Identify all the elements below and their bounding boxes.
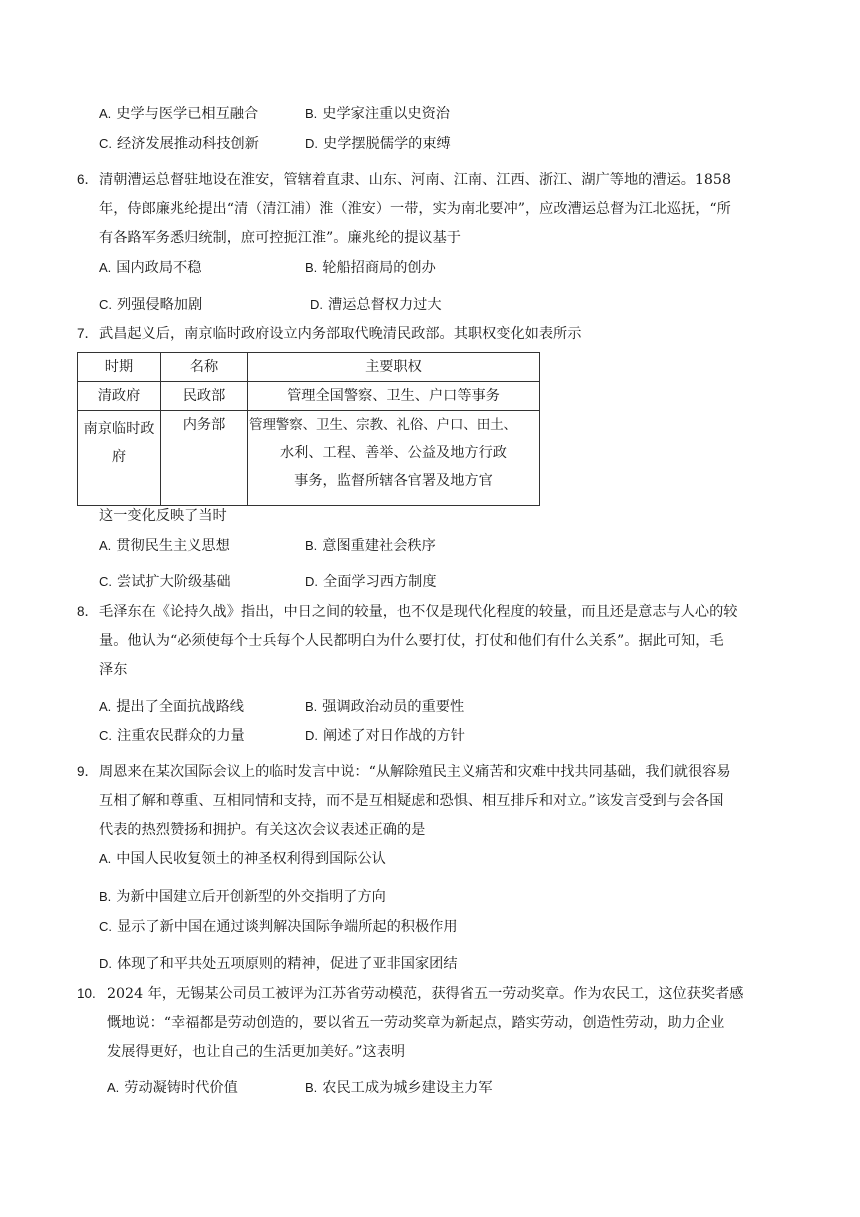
q8-option-d[interactable]: D. 阐述了对日作战的方针 bbox=[305, 728, 465, 744]
q8-option-c[interactable]: C. 注重农民群众的力量 bbox=[99, 728, 245, 744]
table-header-cell: 时期 bbox=[78, 353, 161, 382]
q9-stem-line-2: 互相了解和尊重、互相同情和支持，而不是互相疑虑和恐惧、相互排斥和对立。”该发言受到与会各国 bbox=[99, 793, 724, 809]
table-cell: 管理全国警察、卫生、户口等事务 bbox=[248, 382, 540, 411]
q5-option-d[interactable]: D. 史学摆脱儒学的束缚 bbox=[305, 136, 451, 152]
table-row bbox=[78, 411, 540, 506]
q8-stem-line-2: 量。他认为“必须使每个士兵每个人民都明白为什么要打仗，打仗和他们有什么关系”。据此可知，毛 bbox=[99, 633, 724, 649]
q9-stem-line-1: 周恩来在某次国际会议上的临时发言中说：“从解除殖民主义痛苦和灾难中找共同基础，我们就很容易 bbox=[99, 764, 731, 780]
q7-option-b[interactable]: B. 意图重建社会秩序 bbox=[305, 538, 436, 554]
table-header-row bbox=[78, 353, 540, 382]
q8-stem-line-3: 泽东 bbox=[99, 662, 128, 678]
q8-number: 8． bbox=[77, 604, 99, 619]
q10-option-b[interactable]: B. 农民工成为城乡建设主力军 bbox=[305, 1080, 493, 1096]
q7-stem: 武昌起义后，南京临时政府设立内务部取代晚清民政部。其职权变化如表所示 bbox=[99, 326, 582, 342]
q8-option-a[interactable]: A. 提出了全面抗战路线 bbox=[99, 699, 244, 715]
q6-option-a[interactable]: A. 国内政局不稳 bbox=[99, 260, 202, 276]
q7-after-table: 这一变化反映了当时 bbox=[99, 508, 227, 524]
q9-stem-line-3: 代表的热烈赞扬和拥护。有关这次会议表述正确的是 bbox=[99, 822, 426, 838]
table-header-cell: 名称 bbox=[161, 353, 248, 382]
q6-number: 6． bbox=[77, 172, 99, 187]
table-cell: 管理警察、卫生、宗教、礼俗、户口、田土、 水利、工程、善举、公益及地方行政 事务，监督所辖各官署及地方官 bbox=[248, 411, 540, 506]
q6-option-c[interactable]: C. 列强侵略加剧 bbox=[99, 297, 203, 313]
q9-number: 9． bbox=[77, 764, 99, 779]
table-cell: 南京临时政 府 bbox=[78, 411, 161, 506]
q8-option-b[interactable]: B. 强调政治动员的重要性 bbox=[305, 699, 465, 715]
q8-stem-line-1: 毛泽东在《论持久战》指出，中日之间的较量，也不仅是现代化程度的较量，而且还是意志与人心的较 bbox=[99, 604, 738, 620]
q5-option-c[interactable]: C. 经济发展推动科技创新 bbox=[99, 136, 259, 152]
q9-option-c[interactable]: C. 显示了新中国在通过谈判解决国际争端所起的积极作用 bbox=[99, 919, 458, 935]
q9-option-d[interactable]: D. 体现了和平共处五项原则的精神，促进了亚非国家团结 bbox=[99, 956, 458, 972]
q7-option-a[interactable]: A. 贯彻民生主义思想 bbox=[99, 538, 230, 554]
q7-number: 7． bbox=[77, 326, 99, 341]
table-row bbox=[78, 382, 540, 411]
q7-table bbox=[77, 352, 540, 506]
q9-option-b[interactable]: B. 为新中国建立后开创新型的外交指明了方向 bbox=[99, 889, 386, 905]
q6-stem-line-1: 清朝漕运总督驻地设在淮安，管辖着直隶、山东、河南、江南、江西、浙江、湖广等地的漕运。1858 bbox=[99, 172, 731, 188]
table-cell: 民政部 bbox=[161, 382, 248, 411]
q10-option-a[interactable]: A. 劳动凝铸时代价值 bbox=[107, 1080, 238, 1096]
table-cell: 清政府 bbox=[78, 382, 161, 411]
q5-option-a[interactable]: A. 史学与医学已相互融合 bbox=[99, 106, 259, 122]
q6-option-b[interactable]: B. 轮船招商局的创办 bbox=[305, 260, 436, 276]
q10-number: 10. bbox=[77, 986, 96, 1001]
q9-option-a[interactable]: A. 中国人民收复领土的神圣权利得到国际公认 bbox=[99, 851, 386, 867]
table-cell: 内务部 bbox=[161, 411, 248, 506]
q7-option-c[interactable]: C. 尝试扩大阶级基础 bbox=[99, 574, 231, 590]
q10-stem-line-2: 慨地说：“幸福都是劳动创造的，要以省五一劳动奖章为新起点，踏实劳动，创造性劳动，助力企业 bbox=[107, 1015, 725, 1031]
q5-option-b[interactable]: B. 史学家注重以史资治 bbox=[305, 106, 450, 122]
q7-option-d[interactable]: D. 全面学习西方制度 bbox=[305, 574, 437, 590]
q10-stem-line-3: 发展得更好，也让自己的生活更加美好。”这表明 bbox=[107, 1044, 406, 1060]
table-header-cell: 主要职权 bbox=[248, 353, 540, 382]
q10-stem-line-1: 2024 年，无锡某公司员工被评为江苏省劳动模范，获得省五一劳动奖章。作为农民工，这位获奖者感 bbox=[107, 986, 744, 1002]
q6-stem-line-2: 年，侍郎廉兆纶提出“清（清江浦）淮（淮安）一带，实为南北要冲”，应改漕运总督为江北巡抚，“所 bbox=[99, 201, 731, 217]
q6-option-d[interactable]: D. 漕运总督权力过大 bbox=[310, 297, 442, 313]
q6-stem-line-3: 有各路军务悉归统制，庶可控扼江淮”。廉兆纶的提议基于 bbox=[99, 230, 461, 246]
